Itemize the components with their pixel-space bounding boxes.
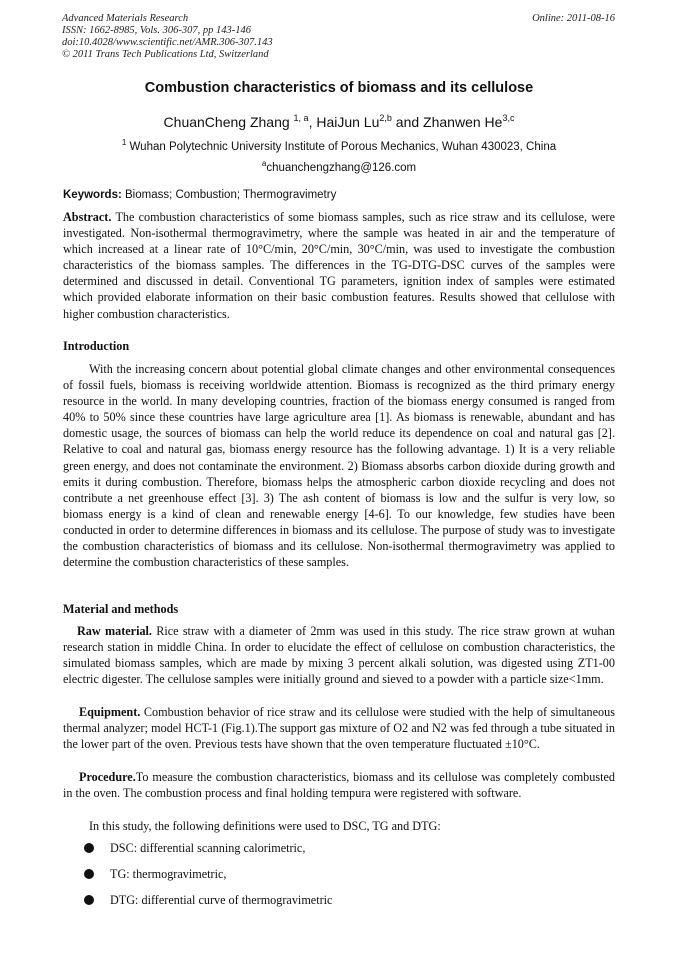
author-list bbox=[0, 113, 678, 130]
bullet-icon bbox=[84, 869, 94, 879]
definition-tg: TG: thermogravimetric, bbox=[110, 867, 227, 881]
list-item bbox=[84, 866, 604, 892]
journal-header bbox=[62, 13, 615, 61]
keywords-text: Biomass; Combustion; Thermogravimetry bbox=[121, 189, 337, 201]
equipment-label: Equipment. bbox=[79, 705, 141, 719]
equipment-paragraph bbox=[63, 704, 615, 752]
author-1: ChuanCheng Zhang bbox=[163, 114, 294, 130]
author-3: and Zhanwen He bbox=[391, 114, 503, 130]
list-item bbox=[84, 892, 604, 918]
definitions-list bbox=[84, 840, 604, 918]
raw-material-text: Rice straw with a diameter of 2mm was used in this study. The rice straw grown at wuhan research station in middle China. In order to elucidate the effect of cellulose on combustion characteristics, the simulated biomass samples, which are made by mixing 3 percent alkali solution, was digested using ZT1-00 electric digester. The cellulose samples were initially ground and sieved to a powder with a particle size<1mm. bbox=[63, 624, 615, 687]
abstract-label: Abstract. bbox=[63, 210, 112, 224]
procedure-label: Procedure. bbox=[79, 770, 136, 784]
abstract-text: The combustion characteristics of some biomass samples, such as rice straw and its cellulose, were investigated. Non-isothermal thermogravimetry, where the sample was heated in air and the temperature of which increased at a linear rate of 10°C/min, 20°C/min, 30°C/min, was used to investigate the combustion characteristics of the biomass samples. The differences in the TG-DTG-DSC curves of the samples were determined and discussed in detail. Conventional TG parameters, ignition index of samples were estimated which provided elaborate information on their basic combustion features. Results showed that cellulose with higher combustion characteristics. bbox=[63, 210, 615, 321]
keywords-label: Keywords: bbox=[63, 189, 122, 201]
author-1-affil: 1, a bbox=[293, 113, 309, 123]
keywords bbox=[63, 189, 615, 201]
paper-title: Combustion characteristics of biomass and its cellulose bbox=[144, 80, 534, 96]
list-item bbox=[84, 840, 604, 866]
affiliation bbox=[0, 138, 678, 153]
author-3-affil: 3,c bbox=[502, 113, 515, 123]
bullet-icon bbox=[84, 843, 94, 853]
equipment-text: Combustion behavior of rice straw and its cellulose were studied with the help of simultaneous thermal analyzer; model HCT-1 (Fig.1).The support gas mixture of O2 and N2 was fed through a tube situated in the lower part of the oven. Previous tests have shown that the oven temperature fluctuated ±10°C. bbox=[63, 705, 615, 752]
issn-line: ISSN: 1662-8985, Vols. 306-307, pp 143-146 bbox=[62, 25, 251, 36]
abstract bbox=[63, 209, 615, 322]
introduction-paragraph: With the increasing concern about potential global climate changes and other environmental consequences of fossil fuels, biomass is receiving worldwide attention. Biomass is recognized as the third primary energy resource in the world. In many developing countries, fraction of the biomass energy consumed is ranged from 40% to 50% since these countries have large agriculture area [1]. As biomass is renewable, abundant and has domestic usage, the sources of biomass can help the world reduce its dependence on coal and natural gas [2]. Relative to coal and natural gas, biomass energy resource has the following advantage. 1) It is a very reliable green energy, and does not contaminate the environment. 2) Biomass absorbs carbon dioxide during growth and emits it during combustion. Therefore, biomass helps the atmospheric carbon dioxide recycling and does not contribute a net greenhouse effect [3]. 3) The ash content of biomass is low and the sulfur is very low, so biomass energy is a kind of clean and renewable energy [4-6]. To our knowledge, few studies have been conducted in order to determine differences in biomass and its cellulose. The purpose of study was to investigate the combustion characteristics of biomass and its cellulose. Non-isothermal thermogravimetry was applied to determine the combustion characteristics of these samples. bbox=[63, 362, 615, 570]
affiliation-mark: 1 bbox=[121, 138, 127, 147]
bullet-icon bbox=[84, 895, 94, 905]
online-date: Online: 2011-08-16 bbox=[532, 13, 615, 24]
journal-name: Advanced Materials Research bbox=[62, 13, 189, 24]
doi-line: doi:10.4028/www.scientific.net/AMR.306-307.143 bbox=[62, 37, 273, 48]
copyright-line: © 2011 Trans Tech Publications Ltd, Switzerland bbox=[62, 49, 269, 60]
email-line bbox=[0, 159, 678, 174]
definitions-intro: In this study, the following definitions were used to DSC, TG and DTG: bbox=[89, 819, 441, 833]
raw-material-label: Raw material. bbox=[77, 624, 152, 638]
procedure-paragraph bbox=[63, 769, 615, 801]
methods-heading: Material and methods bbox=[63, 602, 179, 616]
affiliation-text: Wuhan Polytechnic University Institute of Porous Mechanics, Wuhan 430023, China bbox=[126, 141, 557, 153]
raw-material-paragraph bbox=[63, 623, 615, 687]
introduction-heading: Introduction bbox=[63, 339, 130, 353]
email-mark: a bbox=[261, 159, 267, 168]
procedure-text: To measure the combustion characteristics, biomass and its cellulose was completely combusted in the oven. The combustion process and final holding tempura were registered with software. bbox=[63, 770, 615, 801]
author-2-affil: 2,b bbox=[379, 113, 392, 123]
author-2: , HaiJun Lu bbox=[308, 114, 380, 130]
definition-dtg: DTG: differential curve of thermogravimetric bbox=[110, 893, 333, 907]
email-address: chuanchengzhang@126.com bbox=[266, 162, 417, 174]
definition-dsc: DSC: differential scanning calorimetric, bbox=[110, 841, 306, 855]
